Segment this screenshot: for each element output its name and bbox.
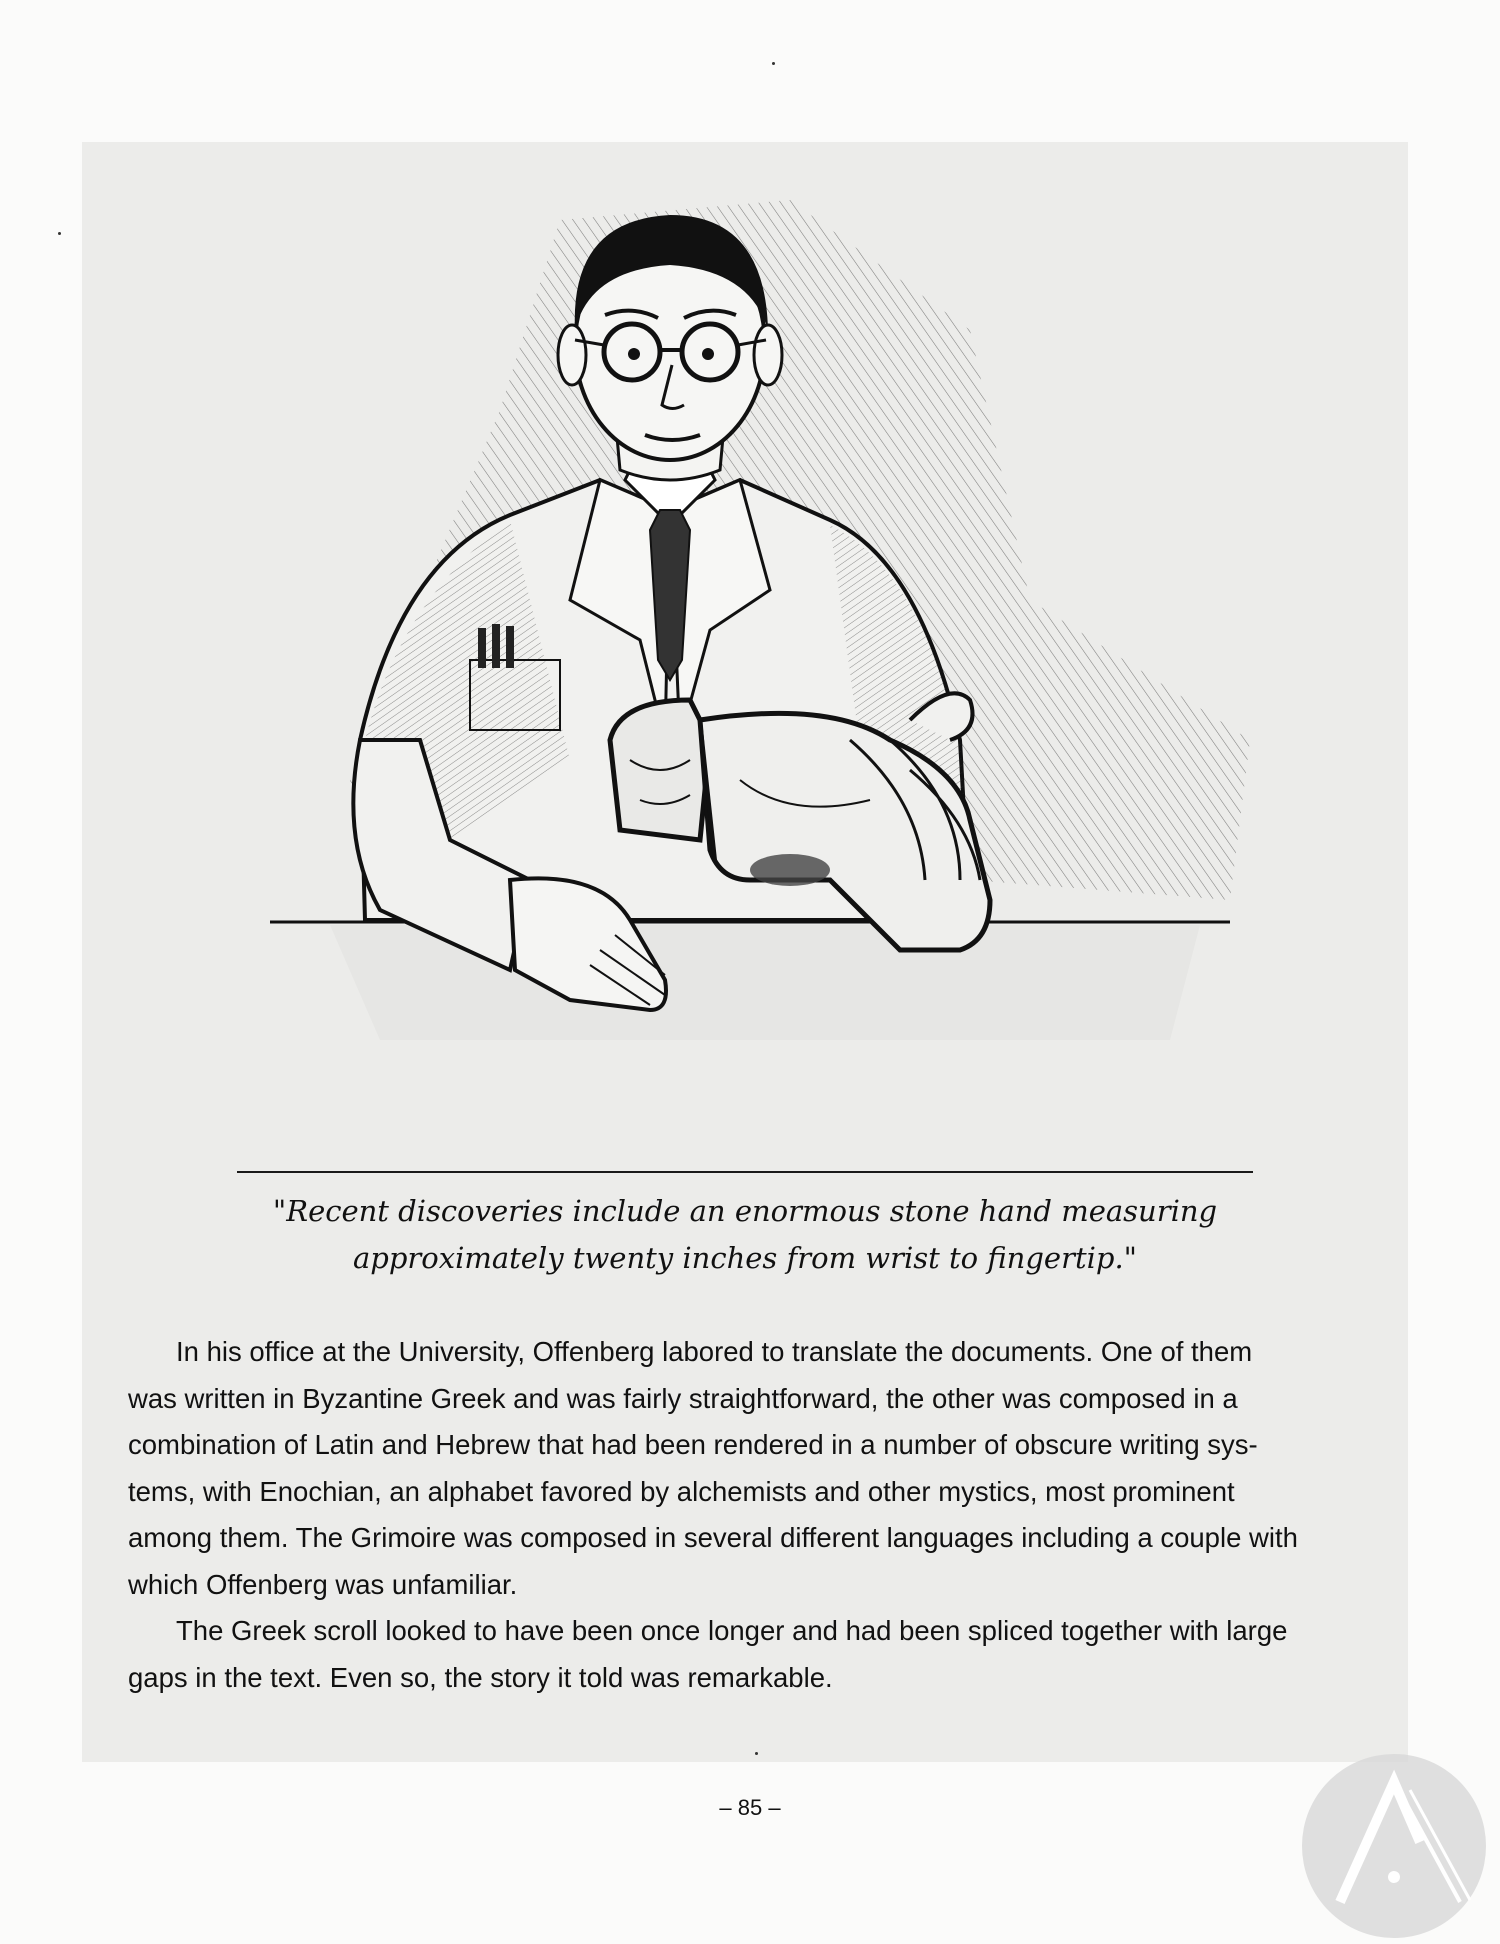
body-line: was written in Byzantine Greek and was fairly straightforward, the other was composed in a	[128, 1382, 1238, 1414]
body-line: tems, with Enochian, an alphabet favored by alchemists and other mystics, most prominent	[128, 1475, 1235, 1507]
illustration-caption	[237, 1188, 1253, 1282]
body-line: In his office at the University, Offenberg labored to translate the documents. One of them	[176, 1336, 1253, 1367]
body-text	[128, 1329, 1358, 1701]
publisher-logo-icon	[1300, 1752, 1488, 1940]
body-line: combination of Latin and Hebrew that had been rendered in a number of obscure writing sys-	[128, 1429, 1258, 1460]
page-number: – 85 –	[719, 1795, 781, 1820]
body-line: which Offenberg was unfamiliar.	[128, 1568, 518, 1600]
scan-speck	[58, 232, 61, 235]
scan-speck	[755, 1752, 758, 1755]
scan-speck	[772, 62, 775, 65]
body-line: The Greek scroll looked to have been once longer and had been spliced together with large	[176, 1615, 1288, 1646]
caption-rule	[237, 1171, 1253, 1173]
illustration-man-with-stone-hand	[270, 180, 1250, 1155]
caption-line-1: "Recent discoveries include an enormous stone hand measuring	[272, 1194, 1218, 1228]
body-line: gaps in the text. Even so, the story it told was remarkable.	[128, 1661, 833, 1693]
body-line: among them. The Grimoire was composed in several different languages including a couple with	[128, 1522, 1298, 1553]
caption-line-2: approximately twenty inches from wrist to fingertip."	[352, 1241, 1138, 1275]
